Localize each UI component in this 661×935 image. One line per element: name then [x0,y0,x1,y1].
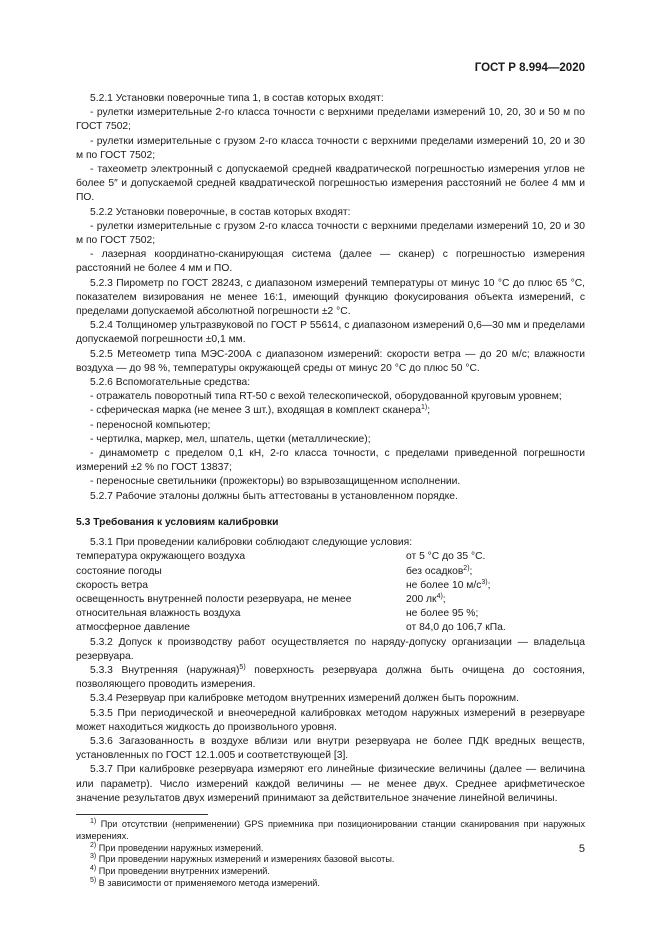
footnote-ref: 4) [436,592,443,600]
condition-label: относительная влажность воздуха [76,608,241,620]
footnote: $^{5)}$ В зависимости от применяемого метода измерений. [90,876,320,888]
condition-row [76,579,585,593]
condition-label: температура окружающего воздуха [76,551,246,563]
paragraph: 5.3.2 Допуск к производству работ осуществляется по наряду-допуску организации — владельца резервуара. [76,636,585,662]
list-item: - рулетки измерительные 2-го класса точности с верхними пределами измерений 10, 20, 30 и 50 м по ГОСТ 7502; [76,107,585,133]
footnote: $^{1)}$ При отсутствии (неприменении) GPS приемника при позиционировании станции сканирования при наружных измерениях. [76,817,585,841]
paragraph: 5.2.7 Рабочие эталоны должны быть аттестованы в установленном порядке. [90,490,458,502]
paragraph: 5.3.4 Резервуар при калибровке методом внутренних измерений должен быть порожним. [90,693,519,705]
condition-row [76,621,585,635]
paragraph: 5.3.5 При периодической и внеочередной калибровках методом наружных измерений в резервуаре может находиться жидкость до произвольного уровня. [76,707,585,733]
paragraph: 5.2.5 Метеометр типа МЭС-200А с диапазоном измерений: скорости ветра — до 20 м/с; влажности воздуха — до 98 %, температуры окружающей среды от минус 20 °С до плюс 50 °С. [76,348,585,374]
paragraph: 5.2.2 Установки поверочные, в состав которых входят: [90,206,351,218]
list-item: - переносные светильники (прожекторы) во взрывозащищенном исполнении. [90,476,461,488]
list-item: - лазерная координатно-сканирующая система (далее — сканер) с погрешностью измерения расстояний не более 4 мм и ПО. [76,249,585,275]
condition-value: не более 95 %; [406,608,479,620]
paragraph: 5.2.3 Пирометр по ГОСТ 28243, с диапазоном измерений температуры от минус 10 °С до плюс 65 °С, показателем визирования не менее 16:1, имеющий функцию фокусирования объекта измерений, с пределами допускаемой абсолютной погрешности ±2 °С. [76,277,585,318]
condition-label: освещенность внутренней полости резервуара, не менее [76,593,352,605]
condition-value: от 84,0 до 106,7 кПа. [406,622,506,634]
footnote: $^{3)}$ При проведении наружных измерений и измерениях базовой высоты. [90,853,395,865]
paragraph: 5.3.7 При калибровке резервуара измеряют его линейные физические величины (далее — величина или параметр). Число измерений каждой величины — не менее двух. Среднее арифметическое значение результатов двух измерений принимают за действительное значение линейной величины. [76,764,585,804]
condition-row [76,550,585,564]
condition-row [76,593,585,607]
paragraph: 5.2.4 Толщиномер ультразвуковой по ГОСТ Р 55614, с диапазоном измерений 0,6—30 мм и пределами допускаемой погрешности ±0,1 мм. [76,320,585,346]
paragraph: 5.2.6 Вспомогательные средства: [90,377,251,389]
list-item: - тахеометр электронный с допускаемой средней квадратической погрешностью измерения углов не более 5″ и допускаемой средней квадратической погрешностью измерения расстояний не более 4 мм и ПО. [76,164,585,204]
condition-row [76,607,585,621]
page-number: 5 [578,843,585,855]
condition-value: без осадков$^{2)}$; [406,564,473,577]
list-item: - отражатель поворотный типа RT-50 с вехой телескопической, оборудованной круговым уровнем; [90,391,562,403]
condition-value: 200 $лк^{4)}$; [406,592,446,605]
condition-label: состояние погоды [76,565,162,577]
footnote: $^{2)}$ При проведении наружных измерений. [90,841,264,853]
list-item: - динамометр с пределом 0,1 кН, 2-го класса точности, с пределами приведенной погрешности измерений ±2 % по ГОСТ 13837; [76,448,585,474]
footnote: $^{4)}$ При проведении внутренних измерений. [90,865,270,877]
paragraph: 5.2.1 Установки поверочные типа 1, в состав которых входят: [90,93,384,104]
condition-row [76,565,585,579]
document-header: ГОСТ Р 8.994—2020 [474,62,585,74]
condition-value: от 5 °С до 35 °С. [406,551,486,563]
condition-value: не более 10 $м/с^{3)}$; [406,578,491,591]
condition-label: атмосферное давление [76,622,190,634]
footnote-divider [76,814,208,815]
footnote-ref: 3) [481,578,488,586]
list-item: - рулетки измерительные с грузом 2-го класса точности с верхними пределами измерений 10, 20 и 30 м по ГОСТ 7502; [76,220,585,247]
list-item [76,404,585,418]
list-item-end: ; [427,405,431,417]
conditions-list [76,550,585,635]
paragraph: 5.3.1 При проведении калибровки соблюдают следующие условия: [90,537,413,549]
list-item-text: - сферическая марка (не менее 3 шт.), входящая в комплект сканера [90,405,422,417]
condition-label: скорость ветра [76,579,148,591]
section-title: 5.3 Требования к условиям калибровки [76,516,279,528]
list-item: - рулетки измерительные с грузом 2-го класса точности с верхними пределами измерений 10, 20 и 30 м по ГОСТ 7502; [76,135,585,161]
document-body [76,92,585,890]
list-item: - чертилка, маркер, мел, шпатель, щетки (металлические); [90,433,371,445]
footnote-ref: 1) [421,404,428,412]
footnote-ref: 5) [239,663,246,671]
list-item: - переносной компьютер; [90,419,211,431]
paragraph: 5.3.6 Загазованность в воздухе вблизи или внутри резервуара не более ПДК вредных веществ, установленных по ГОСТ 12.1.005 и соответствующей [3]. [76,735,585,762]
footnote-ref: 2) [463,564,470,572]
paragraph: 5.3.3 Внутренняя (наружная)$^{5)}$ поверхность резервуара должна быть очищена до состояния, позволяющего проводить измерения. [76,663,585,691]
